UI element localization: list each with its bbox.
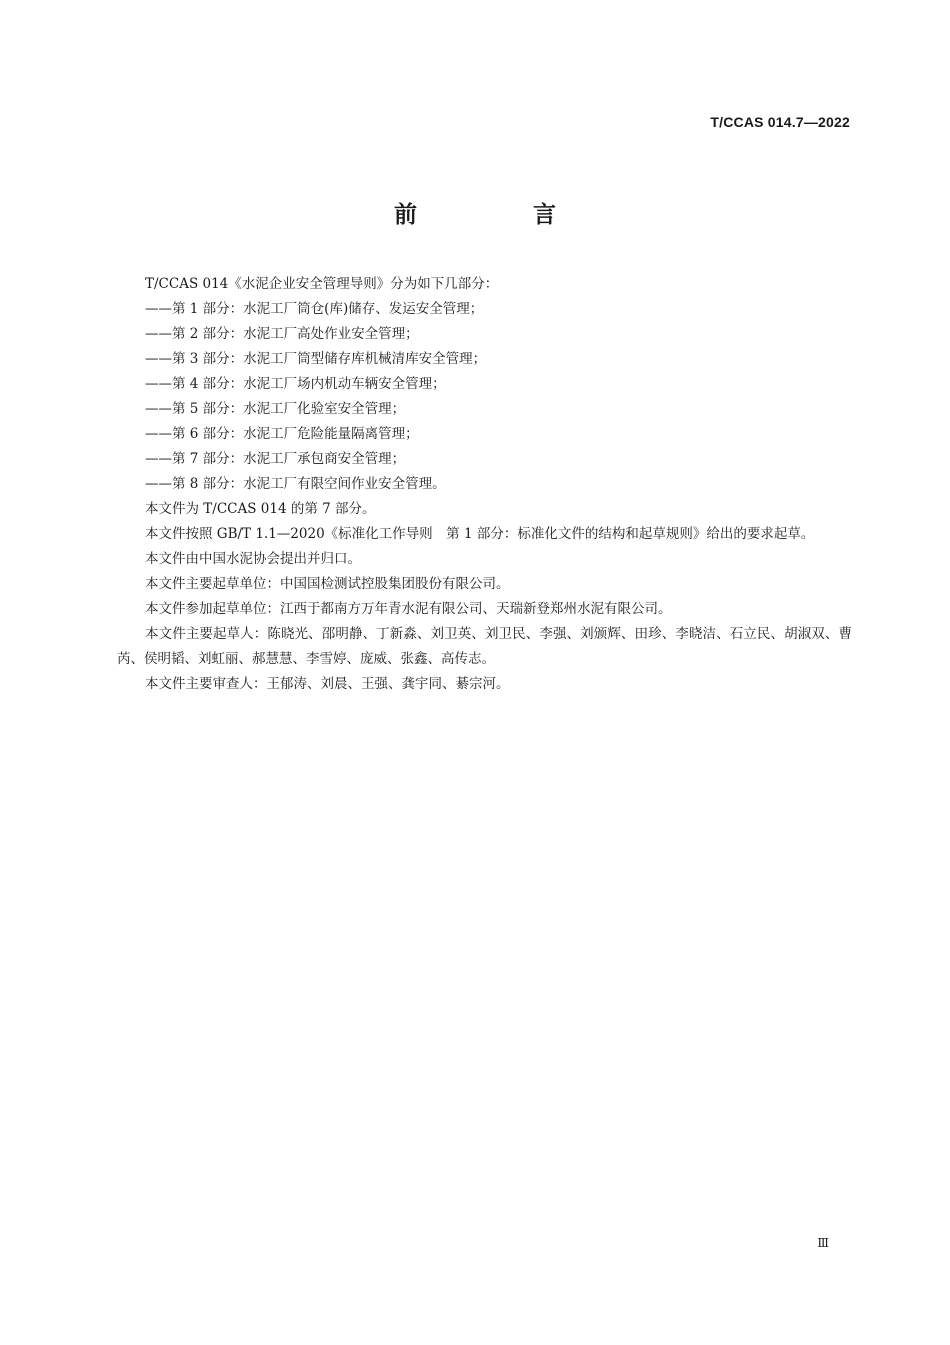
standard-id: T/CCAS 014.7—2022 — [710, 114, 850, 130]
body-paragraph: 本文件主要起草单位：中国国检测试控股集团股份有限公司。 — [145, 576, 510, 592]
part-list-item: ——第 2 部分：水泥工厂高处作业安全管理； — [145, 326, 419, 342]
body-paragraph: 本文件由中国水泥协会提出并归口。 — [145, 551, 361, 567]
body-paragraph: 本文件参加起草单位：江西于都南方万年青水泥有限公司、天瑞新登郑州水泥有限公司。 — [145, 601, 672, 617]
document-body — [117, 272, 852, 697]
body-paragraph: 本文件主要起草人：陈晓光、邵明静、丁新淼、刘卫英、刘卫民、李强、刘颁辉、田珍、李晓洁、石立民、胡淑双、曹芮、侯明韬、刘虹丽、郝慧慧、李雪婷、庞威、张鑫、高传志。 — [117, 626, 852, 667]
body-paragraph: 本文件为 T/CCAS 014 的第 7 部分。 — [145, 501, 376, 517]
part-list-item: ——第 8 部分：水泥工厂有限空间作业安全管理。 — [145, 476, 446, 492]
page-number: Ⅲ — [817, 1236, 829, 1250]
part-list-item: ——第 1 部分：水泥工厂筒仓(库)储存、发运安全管理； — [145, 301, 484, 317]
page-title: 前 言 — [393, 202, 610, 228]
part-list-item: ——第 7 部分：水泥工厂承包商安全管理； — [145, 451, 406, 467]
intro-paragraph: T/CCAS 014《水泥企业安全管理导则》分为如下几部分： — [145, 276, 499, 292]
part-list-item: ——第 3 部分：水泥工厂筒型储存库机械清库安全管理； — [145, 351, 487, 367]
body-paragraph: 本文件主要审查人：王郁涛、刘晨、王强、龚宇同、綦宗河。 — [145, 676, 510, 692]
body-paragraph: 本文件按照 GB/T 1.1—2020《标准化工作导则 第 1 部分：标准化文件的结构和起草规则》给出的要求起草。 — [145, 526, 815, 542]
part-list-item: ——第 6 部分：水泥工厂危险能量隔离管理； — [145, 426, 419, 442]
part-list-item: ——第 5 部分：水泥工厂化验室安全管理； — [145, 401, 406, 417]
part-list-item: ——第 4 部分：水泥工厂场内机动车辆安全管理； — [145, 376, 446, 392]
